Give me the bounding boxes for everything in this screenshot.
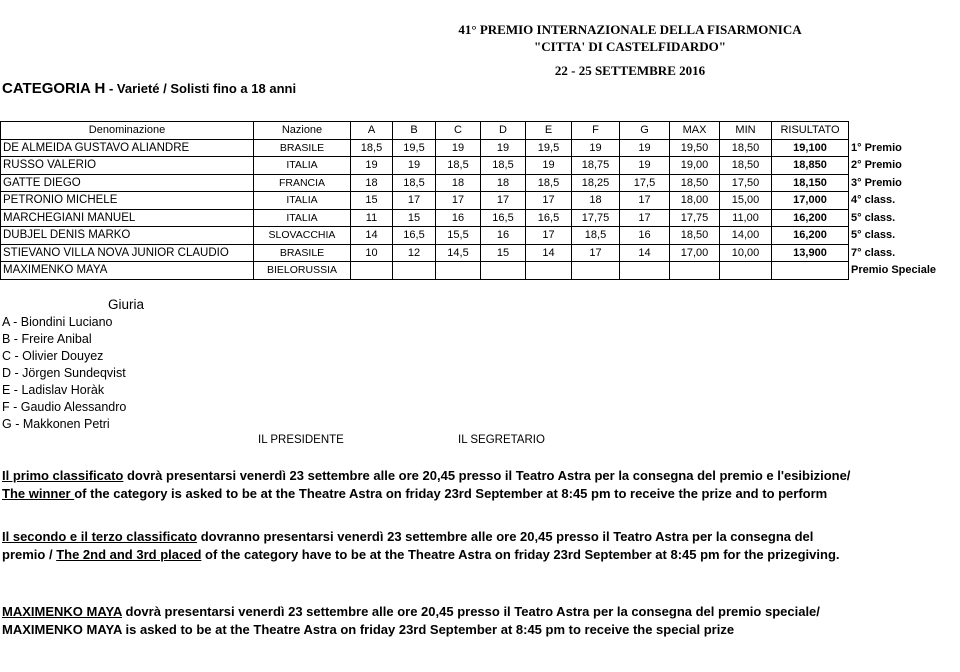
cell-min: 14,00 — [720, 227, 772, 245]
table-row — [1, 157, 954, 175]
cell-f: 19 — [572, 139, 620, 157]
cell-a: 14 — [351, 227, 393, 245]
jury-member: F - Gaudio Alessandro — [2, 400, 127, 414]
cell-c: 15,5 — [436, 227, 481, 245]
cell-g: 14 — [620, 244, 670, 262]
cell-c: 18 — [436, 174, 481, 192]
cell-prize: 5° class. — [851, 229, 896, 242]
cell-name: DUBJEL DENIS MARKO — [1, 227, 254, 245]
note-second-it-label: Il secondo e il terzo classificato — [2, 529, 198, 544]
cell-b: 19 — [393, 157, 436, 175]
header-title: 41° PREMIO INTERNAZIONALE DELLA FISARMONICA — [458, 22, 802, 37]
category-title: CATEGORIA H — [2, 80, 106, 97]
note-special — [2, 603, 852, 639]
cell-c — [436, 262, 481, 280]
cell-a: 18,5 — [351, 139, 393, 157]
results-table — [0, 121, 954, 280]
cell-nation: BRASILE — [254, 244, 351, 262]
table-row — [1, 262, 954, 280]
cell-g: 17,5 — [620, 174, 670, 192]
cell-min: 15,00 — [720, 192, 772, 210]
cell-d: 18,5 — [481, 157, 526, 175]
cell-prize: 7° class. — [851, 246, 896, 259]
cell-name: DE ALMEIDA GUSTAVO ALIANDRE — [1, 139, 254, 157]
cell-e: 18,5 — [526, 174, 572, 192]
note-winner — [2, 467, 852, 503]
cell-e: 17 — [526, 227, 572, 245]
col-d: D — [481, 122, 526, 140]
cell-a: 10 — [351, 244, 393, 262]
cell-result: 17,000 — [772, 192, 849, 210]
col-f: F — [572, 122, 620, 140]
cell-result: 18,850 — [772, 157, 849, 175]
table-row — [1, 139, 954, 157]
cell-b: 16,5 — [393, 227, 436, 245]
cell-c: 17 — [436, 192, 481, 210]
cell-f: 17,75 — [572, 209, 620, 227]
cell-a: 19 — [351, 157, 393, 175]
cell-f: 18,25 — [572, 174, 620, 192]
cell-c: 16 — [436, 209, 481, 227]
cell-d: 15 — [481, 244, 526, 262]
cell-g: 17 — [620, 192, 670, 210]
cell-prize: Premio Speciale — [851, 264, 936, 277]
cell-c: 19 — [436, 139, 481, 157]
cell-g: 19 — [620, 139, 670, 157]
cell-a — [351, 262, 393, 280]
cell-name: GATTE DIEGO — [1, 174, 254, 192]
header-dates: 22 - 25 SETTEMBRE 2016 — [554, 63, 706, 78]
cell-e: 16,5 — [526, 209, 572, 227]
cell-min — [720, 262, 772, 280]
category-heading — [2, 80, 296, 97]
col-g: G — [620, 122, 670, 140]
cell-b — [393, 262, 436, 280]
jury-member: D - Jörgen Sundeqvist — [2, 366, 126, 380]
cell-max: 17,75 — [670, 209, 720, 227]
note-special-text: dovrà presentarsi venerdì 23 settembre alle ore 20,45 presso il Teatro Astra per la consegna del premio speciale/ MAXIMENKO MAYA is asked to be at the Theatre Astra on friday 23rd September at 8:45 pm to receive the special prize — [2, 604, 820, 637]
table-row — [1, 192, 954, 210]
note-second-third — [2, 528, 852, 564]
cell-result — [772, 262, 849, 280]
cell-g — [620, 262, 670, 280]
col-nazione: Nazione — [254, 122, 351, 140]
cell-max — [670, 262, 720, 280]
cell-nation: BIELORUSSIA — [254, 262, 351, 280]
jury-list — [2, 314, 126, 433]
jury-member: B - Freire Anibal — [2, 332, 92, 346]
cell-nation: ITALIA — [254, 209, 351, 227]
cell-e: 14 — [526, 244, 572, 262]
cell-b: 15 — [393, 209, 436, 227]
cell-e — [526, 262, 572, 280]
cell-min: 17,50 — [720, 174, 772, 192]
cell-f — [572, 262, 620, 280]
prize-header-spacer — [849, 122, 954, 140]
cell-name: MAXIMENKO MAYA — [1, 262, 254, 280]
cell-f: 17 — [572, 244, 620, 262]
cell-a: 18 — [351, 174, 393, 192]
cell-max: 17,00 — [670, 244, 720, 262]
cell-d: 19 — [481, 139, 526, 157]
cell-result: 18,150 — [772, 174, 849, 192]
cell-f: 18,75 — [572, 157, 620, 175]
cell-max: 18,50 — [670, 174, 720, 192]
cell-f: 18 — [572, 192, 620, 210]
jury-member: G - Makkonen Petri — [2, 417, 110, 431]
col-denominazione: Denominazione — [1, 122, 254, 140]
cell-d: 16 — [481, 227, 526, 245]
jury-member: C - Olivier Douyez — [2, 349, 104, 363]
col-max: MAX — [670, 122, 720, 140]
cell-e: 17 — [526, 192, 572, 210]
cell-nation: ITALIA — [254, 192, 351, 210]
cell-b: 12 — [393, 244, 436, 262]
cell-e: 19,5 — [526, 139, 572, 157]
cell-prize: 5° class. — [851, 211, 896, 224]
jury-member: E - Ladislav Horàk — [2, 383, 105, 397]
cell-b: 17 — [393, 192, 436, 210]
cell-b: 19,5 — [393, 139, 436, 157]
cell-d: 16,5 — [481, 209, 526, 227]
cell-max: 18,50 — [670, 227, 720, 245]
cell-d: 17 — [481, 192, 526, 210]
cell-max: 19,50 — [670, 139, 720, 157]
col-min: MIN — [720, 122, 772, 140]
cell-g: 17 — [620, 209, 670, 227]
cell-nation: FRANCIA — [254, 174, 351, 192]
cell-min: 11,00 — [720, 209, 772, 227]
table-row — [1, 174, 954, 192]
table-header-row — [1, 122, 954, 140]
cell-d: 18 — [481, 174, 526, 192]
jury-member: A - Biondini Luciano — [2, 315, 113, 329]
cell-nation: SLOVACCHIA — [254, 227, 351, 245]
table-row — [1, 227, 954, 245]
jury-title: Giuria — [108, 297, 145, 312]
secretary-signature: IL SEGRETARIO — [458, 434, 545, 446]
cell-e: 19 — [526, 157, 572, 175]
cell-d — [481, 262, 526, 280]
cell-nation: BRASILE — [254, 139, 351, 157]
note-special-label: MAXIMENKO MAYA — [2, 604, 122, 619]
president-signature: IL PRESIDENTE — [258, 434, 344, 446]
cell-c: 18,5 — [436, 157, 481, 175]
note-winner-it-text: dovrà presentarsi venerdì 23 settembre alle ore 20,45 presso il Teatro Astra per la consegna del premio e l'esibizione/ — [123, 468, 851, 483]
cell-f: 18,5 — [572, 227, 620, 245]
cell-prize: 3° Premio — [851, 176, 902, 189]
note-second-it-text: dovranno presentarsi venerdì 23 settembre alle ore 20,45 presso il Teatro Astra per la consegna del premio / — [2, 529, 814, 562]
cell-name: RUSSO VALERIO — [1, 157, 254, 175]
note-winner-en-label: The winner — [2, 486, 75, 501]
col-a: A — [351, 122, 393, 140]
note-winner-it-label: Il primo classificato — [2, 468, 124, 483]
cell-name: MARCHEGIANI MANUEL — [1, 209, 254, 227]
note-winner-en-text: of the category is asked to be at the Theatre Astra on friday 23rd September at 8:45 pm to receive the prize and to perform — [74, 486, 828, 501]
note-second-en-label: The 2nd and 3rd placed — [56, 547, 202, 562]
table-row — [1, 244, 954, 262]
table-row — [1, 209, 954, 227]
cell-result: 16,200 — [772, 209, 849, 227]
cell-prize: 1° Premio — [851, 141, 902, 154]
cell-g: 16 — [620, 227, 670, 245]
cell-result: 19,100 — [772, 139, 849, 157]
cell-min: 18,50 — [720, 139, 772, 157]
cell-result: 16,200 — [772, 227, 849, 245]
cell-max: 19,00 — [670, 157, 720, 175]
header-subtitle: "CITTA' DI CASTELFIDARDO" — [534, 39, 726, 54]
cell-name: STIEVANO VILLA NOVA JUNIOR CLAUDIO — [1, 244, 254, 262]
cell-name: PETRONIO MICHELE — [1, 192, 254, 210]
cell-prize: 4° class. — [851, 194, 896, 207]
col-b: B — [393, 122, 436, 140]
cell-a: 11 — [351, 209, 393, 227]
cell-nation: ITALIA — [254, 157, 351, 175]
cell-result: 13,900 — [772, 244, 849, 262]
category-subtitle: - Varieté / Solisti fino a 18 anni — [105, 81, 297, 96]
cell-prize: 2° Premio — [851, 159, 902, 172]
note-second-en-text: of the category have to be at the Theatre Astra on friday 23rd September at 8:45 pm for the prizegiving. — [201, 547, 840, 562]
cell-max: 18,00 — [670, 192, 720, 210]
col-risultato: RISULTATO — [772, 122, 849, 140]
cell-b: 18,5 — [393, 174, 436, 192]
cell-a: 15 — [351, 192, 393, 210]
cell-g: 19 — [620, 157, 670, 175]
cell-c: 14,5 — [436, 244, 481, 262]
col-c: C — [436, 122, 481, 140]
cell-min: 18,50 — [720, 157, 772, 175]
cell-min: 10,00 — [720, 244, 772, 262]
col-e: E — [526, 122, 572, 140]
